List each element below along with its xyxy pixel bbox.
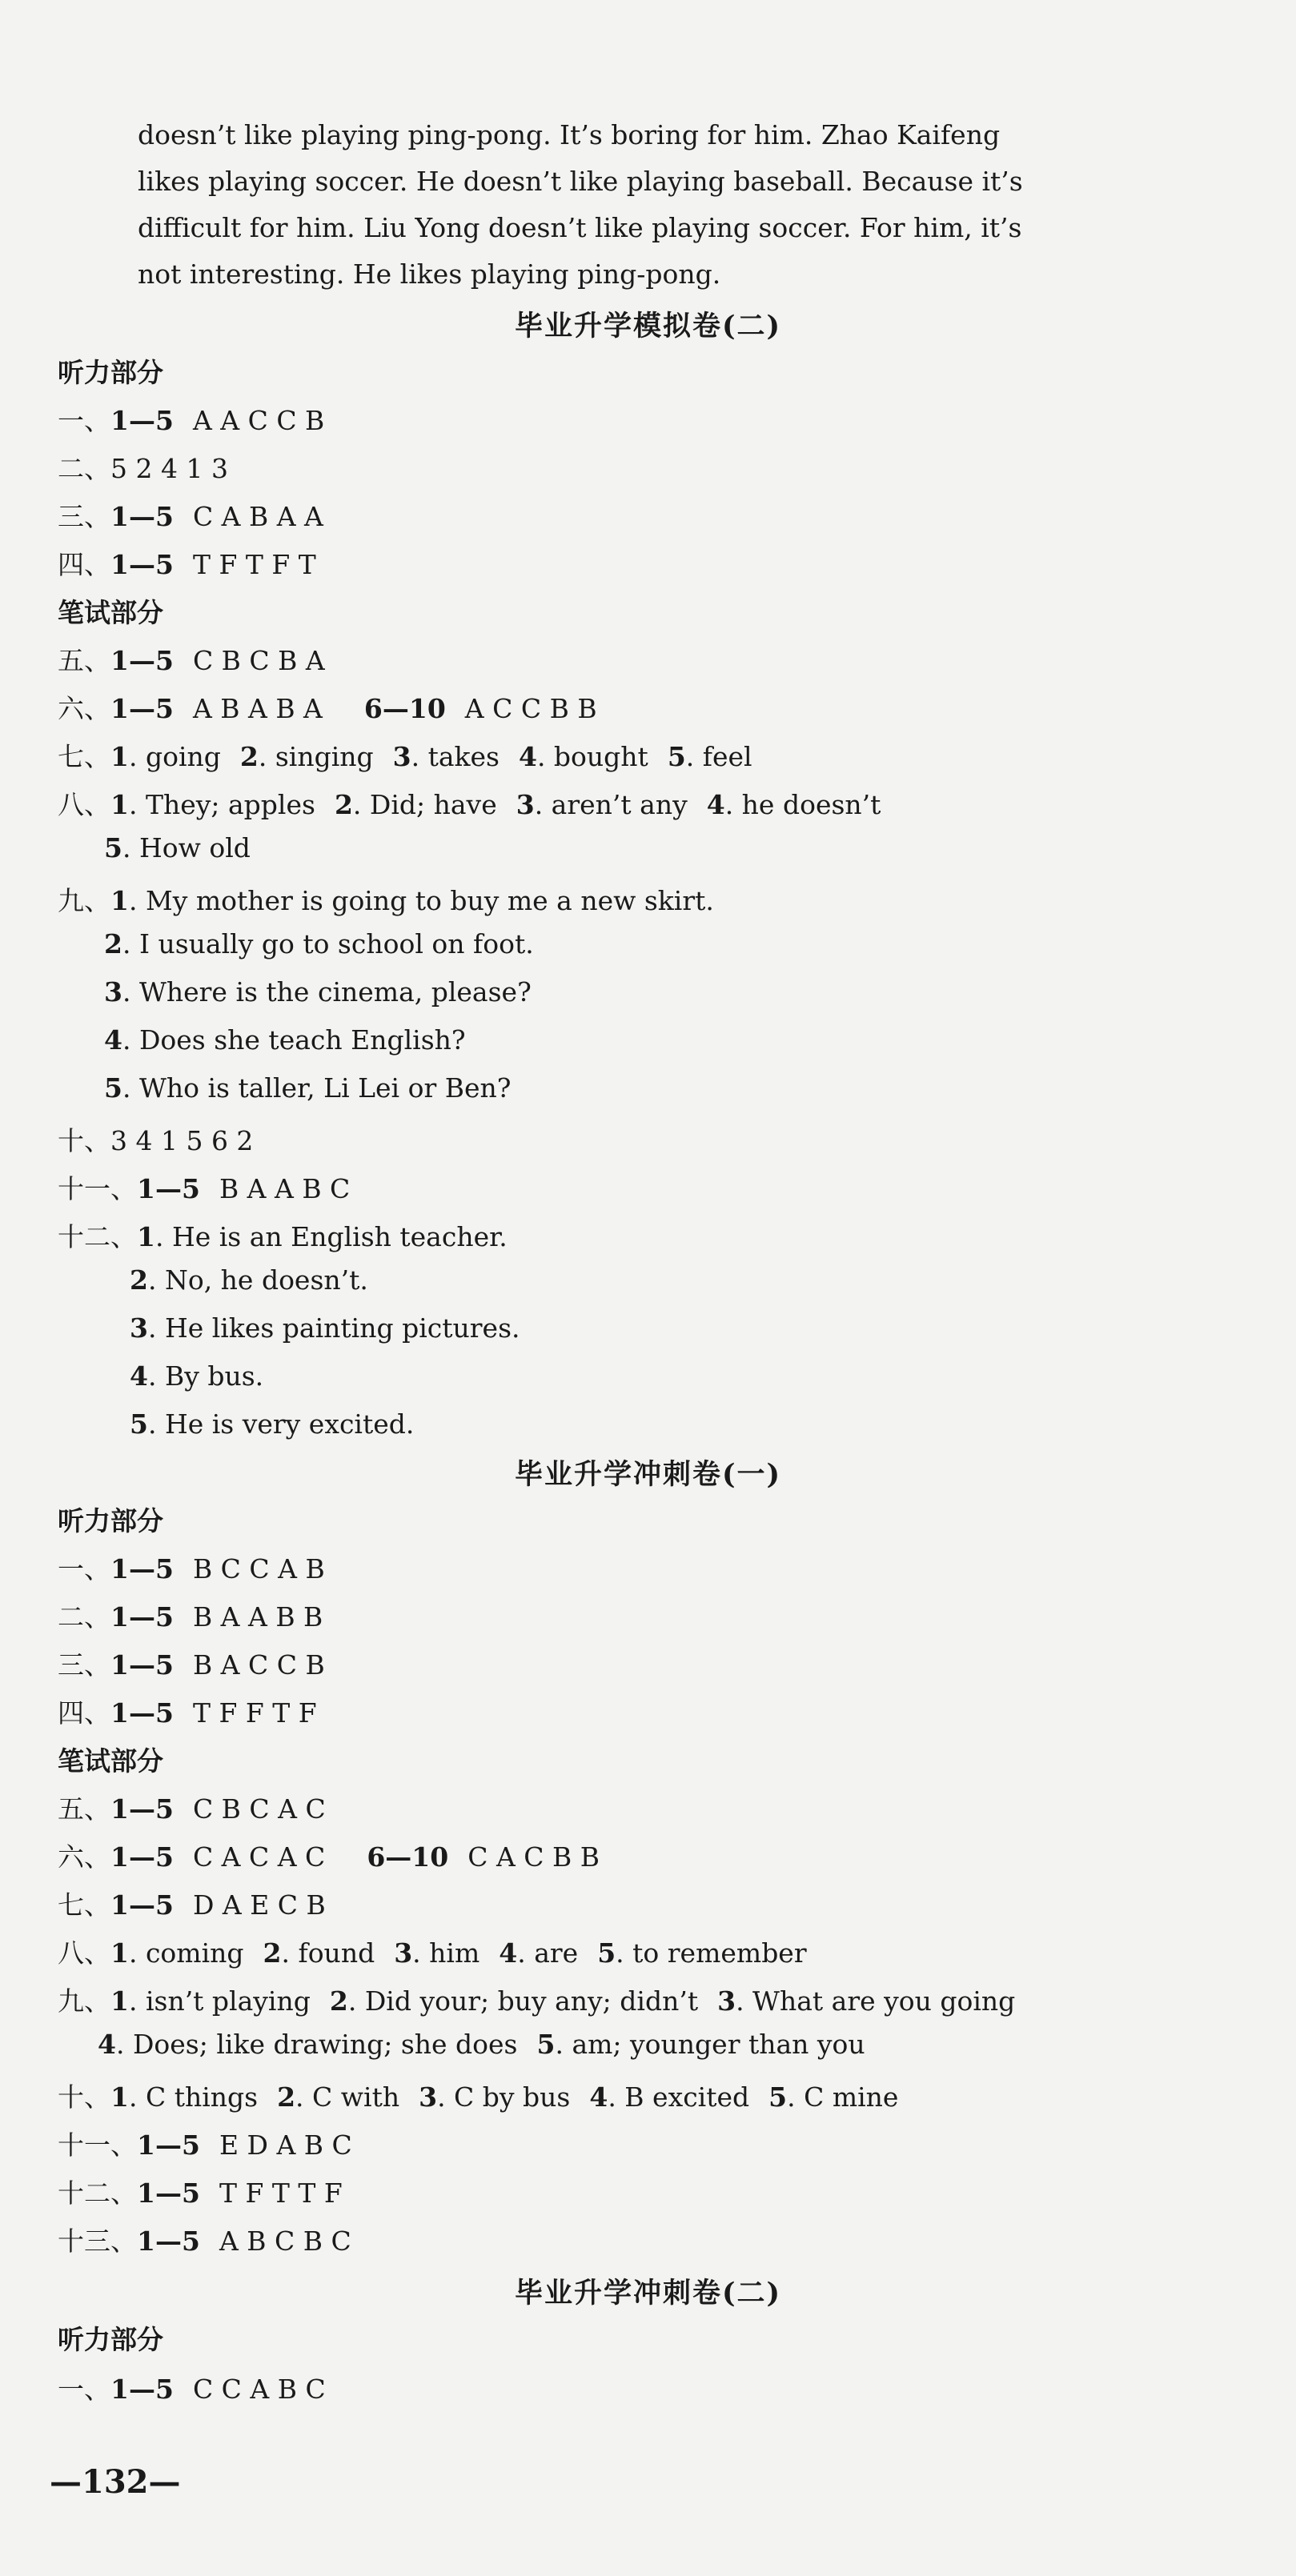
answer-line: 十、1. C things 2. C with 3. C by bus 4. B excited 5. C mine <box>58 2081 899 2113</box>
answer-line: 一、1—5 C C A B C <box>58 2374 326 2405</box>
answer-line: 十一、1—5 B A A B C <box>58 1173 351 1204</box>
answer-line: 3. Where is the cinema, please? <box>104 976 532 1008</box>
passage-line: difficult for him. Liu Yong doesn’t like playing soccer. For him, it’s <box>138 212 1022 243</box>
passage-paragraph <box>138 112 1082 298</box>
answer-line: 2. I usually go to school on foot. <box>104 928 534 959</box>
answer-line: 一、1—5 B C C A B <box>58 1553 325 1584</box>
answer-line: 七、1—5 D A E C B <box>58 1889 326 1921</box>
answer-line: 3. He likes painting pictures. <box>130 1312 520 1344</box>
exam-mock-2-title: 毕业升学模拟卷(二) <box>514 310 782 343</box>
answer-line: 十、3 4 1 5 6 2 <box>58 1125 254 1156</box>
passage-line: not interesting. He likes playing ping-pong. <box>138 258 721 290</box>
passage-line: likes playing soccer. He doesn’t like playing baseball. Because it’s <box>138 166 1023 197</box>
page-number: —132— <box>50 2463 181 2501</box>
writing-heading: 笔试部分 <box>58 1745 163 1777</box>
passage-line: doesn’t like playing ping-pong. It’s boring for him. Zhao Kaifeng <box>138 119 1001 150</box>
answer-line: 5. He is very excited. <box>130 1408 415 1440</box>
answer-line: 九、1. isn’t playing 2. Did your; buy any; didn’t 3. What are you going <box>58 1985 1016 2017</box>
answer-line: 十二、1. He is an English teacher. <box>58 1221 508 1252</box>
answer-line: 5. Who is taller, Li Lei or Ben? <box>104 1072 512 1104</box>
answer-line: 六、1—5 C A C A C 6—10 C A C B B <box>58 1841 600 1873</box>
answer-line: 二、1—5 B A A B B <box>58 1601 323 1633</box>
answer-line: 五、1—5 C B C B A <box>58 645 325 676</box>
answer-line: 二、5 2 4 1 3 <box>58 453 228 484</box>
answer-line: 七、1. going 2. singing 3. takes 4. bought 5. feel <box>58 741 752 772</box>
exam-sprint-1-title: 毕业升学冲刺卷(一) <box>514 1458 782 1491</box>
writing-heading: 笔试部分 <box>58 597 163 628</box>
answer-line: 九、1. My mother is going to buy me a new skirt. <box>58 885 714 916</box>
answer-line: 十三、1—5 A B C B C <box>58 2225 351 2257</box>
answer-line: 三、1—5 C A B A A <box>58 501 323 532</box>
listening-heading: 听力部分 <box>58 1505 163 1536</box>
answer-line: 五、1—5 C B C A C <box>58 1793 326 1825</box>
answer-line: 2. No, he doesn’t. <box>130 1264 368 1296</box>
answer-line: 八、1. They; apples 2. Did; have 3. aren’t any 4. he doesn’t <box>58 789 881 820</box>
answer-line: 三、1—5 B A C C B <box>58 1649 325 1681</box>
answer-line: 四、1—5 T F T F T <box>58 549 316 580</box>
answer-line: 十二、1—5 T F T T F <box>58 2177 343 2209</box>
answer-line: 四、1—5 T F F T F <box>58 1697 317 1729</box>
answer-line: 4. By bus. <box>130 1360 264 1392</box>
answer-line: 十一、1—5 E D A B C <box>58 2129 352 2161</box>
answer-line: 八、1. coming 2. found 3. him 4. are 5. to remember <box>58 1937 807 1969</box>
listening-heading: 听力部分 <box>58 357 163 388</box>
exam-sprint-2-title: 毕业升学冲刺卷(二) <box>514 2277 782 2310</box>
answer-line: 4. Does; like drawing; she does 5. am; younger than you <box>98 2029 865 2060</box>
answer-line: 4. Does she teach English? <box>104 1024 466 1056</box>
answer-line: 一、1—5 A A C C B <box>58 405 325 436</box>
answer-line: 六、1—5 A B A B A 6—10 A C C B B <box>58 693 597 724</box>
answer-line: 5. How old <box>104 832 251 863</box>
listening-heading: 听力部分 <box>58 2324 163 2355</box>
